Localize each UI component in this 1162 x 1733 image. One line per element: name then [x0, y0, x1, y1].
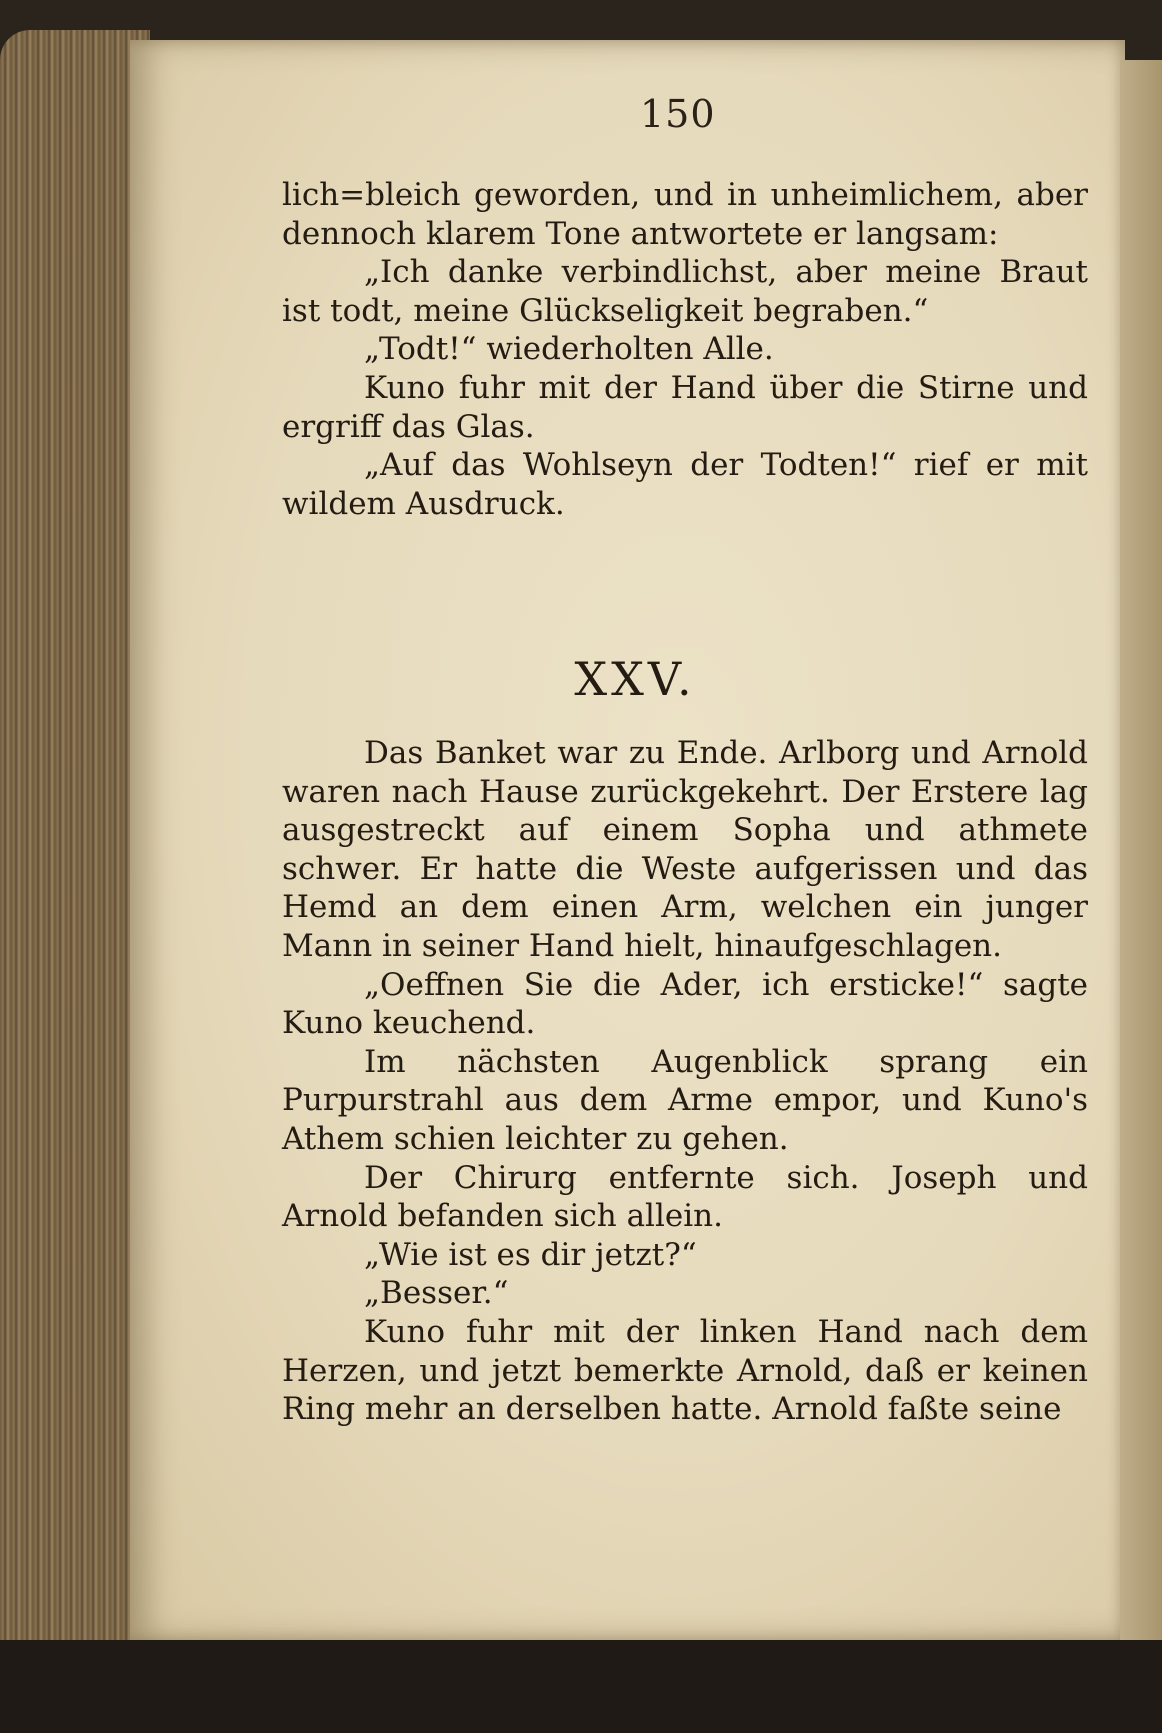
chapter-heading: XXV.: [574, 652, 696, 706]
paragraph: Im nächsten Augenblick sprang ein Purpurstrahl aus dem Arme empor, und Kuno's Athem schien leichter zu gehen.: [282, 1043, 1088, 1157]
page-number: 150: [640, 92, 716, 136]
paragraph: „Oeffnen Sie die Ader, ich ersticke!“ sagte Kuno keuchend.: [282, 966, 1088, 1042]
bottom-text-block: [282, 734, 1088, 1429]
paragraph: „Auf das Wohlseyn der Todten!“ rief er mit wildem Ausdruck.: [282, 447, 1088, 522]
paragraph: „Ich danke verbindlichst, aber meine Braut ist todt, meine Glückseligkeit begraben.“: [282, 254, 1088, 329]
paragraph: Kuno fuhr mit der Hand über die Stirne und ergriff das Glas.: [282, 369, 1088, 445]
top-text-block: [282, 176, 1088, 523]
scan-background: [0, 1640, 1162, 1733]
paragraph: „Wie ist es dir jetzt?“: [364, 1236, 697, 1273]
paragraph: Der Chirurg entfernte sich. Joseph und Arnold befanden sich allein.: [282, 1159, 1088, 1235]
facing-page-edge: [1120, 60, 1162, 1650]
paragraph: lich=bleich geworden, und in unheimlichem, aber dennoch klarem Tone antwortete er langsam:: [282, 177, 1088, 252]
paragraph: „Todt!“ wiederholten Alle.: [364, 331, 774, 368]
paragraph: Das Banket war zu Ende. Arlborg und Arnold waren nach Hause zurückgekehrt. Der Erstere lag ausgestreckt auf einem Sopha und athmete schwer. Er hatte die Weste aufgerissen und das Hemd an dem einen Arm, welchen ein junger Mann in seiner Hand hielt, hinaufgeschlagen.: [282, 735, 1088, 964]
paragraph: „Besser.“: [364, 1275, 509, 1312]
paragraph: Kuno fuhr mit der linken Hand nach dem Herzen, und jetzt bemerkte Arnold, daß er keinen Ring mehr an derselben hatte. Arnold faßte seine: [282, 1313, 1088, 1428]
page-stack-edge: [0, 30, 150, 1690]
